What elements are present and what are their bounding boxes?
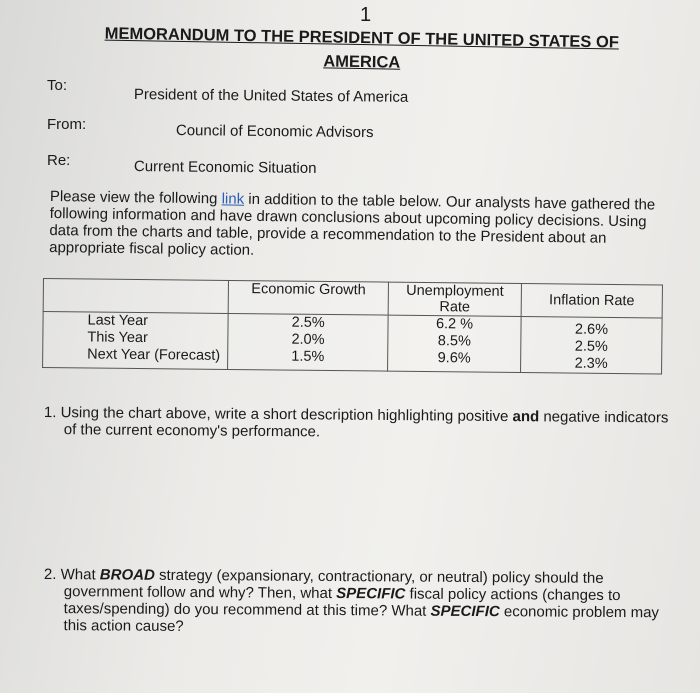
inflation-next-year: 2.3% [574,355,608,372]
question-1-text-b: negative indicators of the current economy's performance. [63,408,669,441]
question-2-number: 2. [43,566,57,584]
question-2-text-a: What [60,566,100,584]
intro-text-before-link: Please view the following [49,188,222,208]
question-1-text-a: Using the chart above, write a short description highlighting positive [60,404,513,426]
row-label-next-year: Next Year (Forecast) [87,346,221,364]
question-2-text-d: economic problem may this action cause? [63,603,660,635]
question-2-bold-specific-2: SPECIFIC [430,602,500,621]
re-value: Current Economic Situation [133,158,317,177]
unemployment-this-year: 8.5% [437,333,471,350]
growth-next-year: 1.5% [291,348,325,365]
to-label: To: [47,77,68,94]
unemployment-next-year: 9.6% [437,350,471,367]
question-2-bold-broad: BROAD [99,566,155,584]
question-1-number: 1. [43,404,57,422]
data-link[interactable]: link [221,190,245,208]
intro-paragraph [49,188,665,265]
question-1-bold-and: and [512,408,540,426]
table-header-blank [43,279,229,314]
from-value: Council of Economic Advisors [175,122,374,142]
row-label-last-year: Last Year [87,312,149,330]
question-1 [44,404,684,444]
growth-this-year: 2.0% [291,331,325,348]
unemployment-last-year: 6.2 % [435,316,474,333]
row-labels-cell [43,312,229,370]
table-data-row [43,312,663,374]
inflation-cell [521,317,663,374]
memo-title-line-1: MEMORANDUM TO THE PRESIDENT OF THE UNITED STATES OF [104,24,620,52]
re-label: Re: [47,152,71,169]
question-2-text-b: strategy (expansionary, contractionary, or neutral) policy should the government follow and why? Then, what [63,566,604,603]
economic-data-table [42,278,663,374]
question-2-text-c: fiscal policy actions (changes to taxes/spending) do you recommend at this time? What [63,585,621,620]
row-label-this-year: This Year [87,329,148,347]
growth-last-year: 2.5% [291,314,325,331]
question-2 [44,566,684,638]
header-unemployment-rate: Unemployment Rate [388,282,521,316]
question-2-bold-specific-1: SPECIFIC [336,585,406,603]
page-number: 1 [360,4,372,26]
unemployment-cell [388,315,522,372]
memo-title-line-2: AMERICA [323,52,401,72]
inflation-last-year: 2.6% [574,321,609,338]
header-economic-growth: Economic Growth [228,280,388,315]
economic-growth-cell [228,313,388,371]
to-value: President of the United States of America [133,86,409,106]
from-label: From: [47,116,87,133]
intro-text-after-link: in addition to the table below. Our analysts have gathered the following information and have drawn conclusions about upcoming policy decisions. Using data from the charts and table, provide a recommendation to the President about an appropriate fiscal policy action. [49,190,656,259]
inflation-this-year: 2.5% [574,338,608,355]
header-inflation-rate: Inflation Rate [521,284,662,318]
